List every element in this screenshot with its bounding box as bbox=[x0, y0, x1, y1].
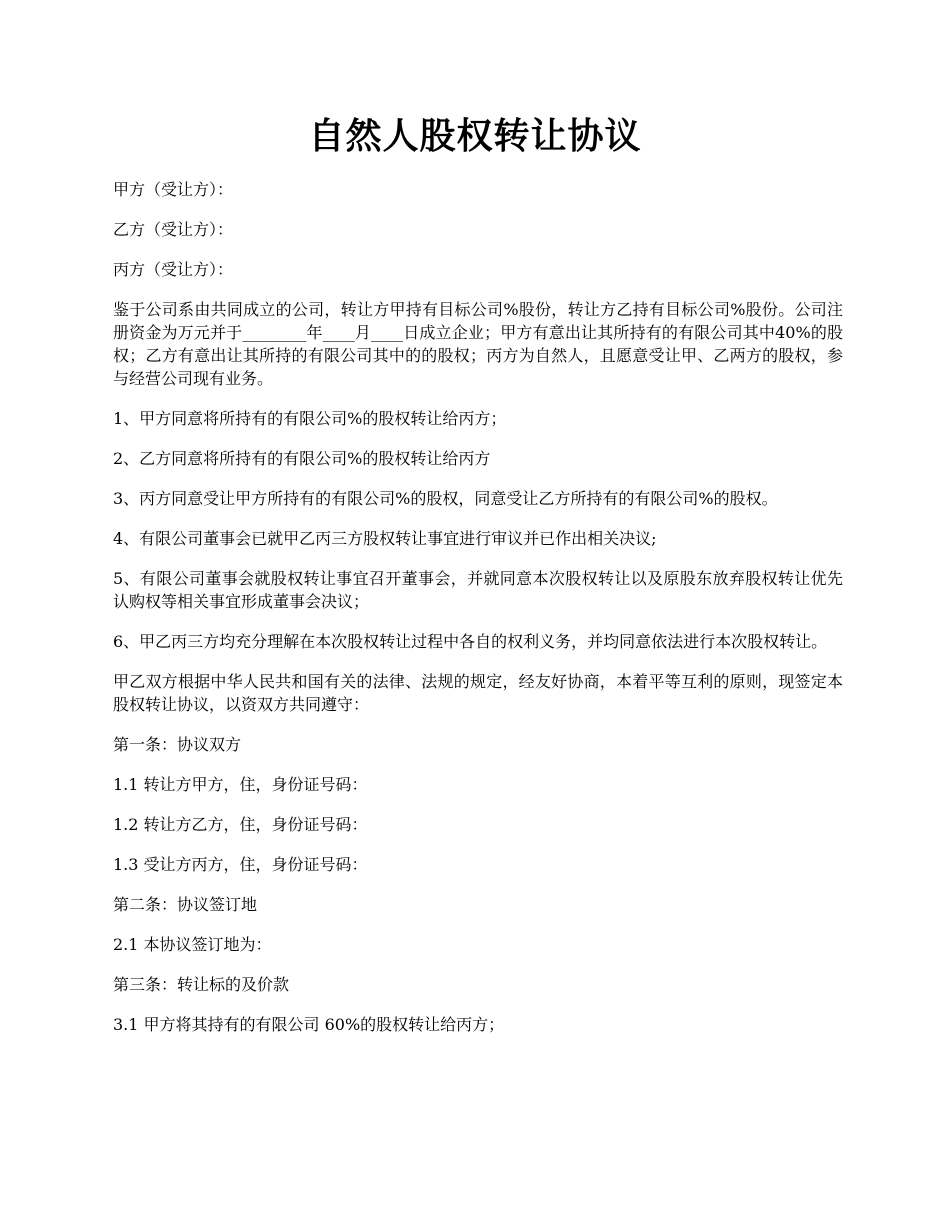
article-3-heading: 第三条：转让标的及价款 bbox=[113, 975, 290, 994]
article-2-heading: 第二条：协议签订地 bbox=[113, 895, 258, 914]
party-c-line: 丙方（受让方）： bbox=[113, 260, 234, 279]
clause-1-3: 1.3 受让方丙方，住，身份证号码： bbox=[113, 855, 368, 874]
clause-1-2: 1.2 转让方乙方，住，身份证号码： bbox=[113, 815, 368, 834]
clause-3-1: 3.1 甲方将其持有的有限公司 60%的股权转让给丙方； bbox=[113, 1015, 505, 1034]
party-a-line: 甲方（受让方）： bbox=[113, 180, 234, 199]
document-title: 自然人股权转让协议 bbox=[308, 115, 642, 157]
recital-paragraph: 鉴于公司系由共同成立的公司，转让方甲持有目标公司%股份，转让方乙持有目标公司%股份。公司注册资金为万元并于________年____月____日成立企业；甲方有意出让其所持有的有限公司其中40%的股权；乙方有意出让其所持的有限公司其中的的股权；丙方为自然人，且愿意受让甲、乙两方的股权，参与经营公司现有业务。 bbox=[113, 300, 843, 388]
recital-item-5: 5、有限公司董事会就股权转让事宜召开董事会，并就同意本次股权转让以及原股东放弃股权转让优先认购权等相关事宜形成董事会决议； bbox=[113, 569, 843, 611]
recital-item-3: 3、丙方同意受让甲方所持有的有限公司%的股权，同意受让乙方所持有的有限公司%的股权。 bbox=[113, 489, 778, 508]
agreement-preamble: 甲乙双方根据中华人民共和国有关的法律、法规的规定，经友好协商，本着平等互利的原则，现签定本股权转让协议，以资双方共同遵守： bbox=[113, 672, 843, 714]
recital-item-4: 4、有限公司董事会已就甲乙丙三方股权转让事宜进行审议并已作出相关决议; bbox=[113, 529, 657, 548]
recital-item-2: 2、乙方同意将所持有的有限公司%的股权转让给丙方 bbox=[113, 449, 491, 468]
document-body bbox=[113, 178, 843, 1053]
recital-item-6: 6、甲乙丙三方均充分理解在本次股权转让过程中各自的权利义务，并均同意依法进行本次股权转让。 bbox=[113, 632, 828, 651]
article-1-heading: 第一条：协议双方 bbox=[113, 735, 242, 754]
party-b-line: 乙方（受让方）： bbox=[113, 220, 234, 239]
clause-1-1: 1.1 转让方甲方，住，身份证号码： bbox=[113, 775, 368, 794]
clause-2-1: 2.1 本协议签订地为： bbox=[113, 935, 272, 954]
recital-item-1: 1、甲方同意将所持有的有限公司%的股权转让给丙方； bbox=[113, 409, 507, 428]
